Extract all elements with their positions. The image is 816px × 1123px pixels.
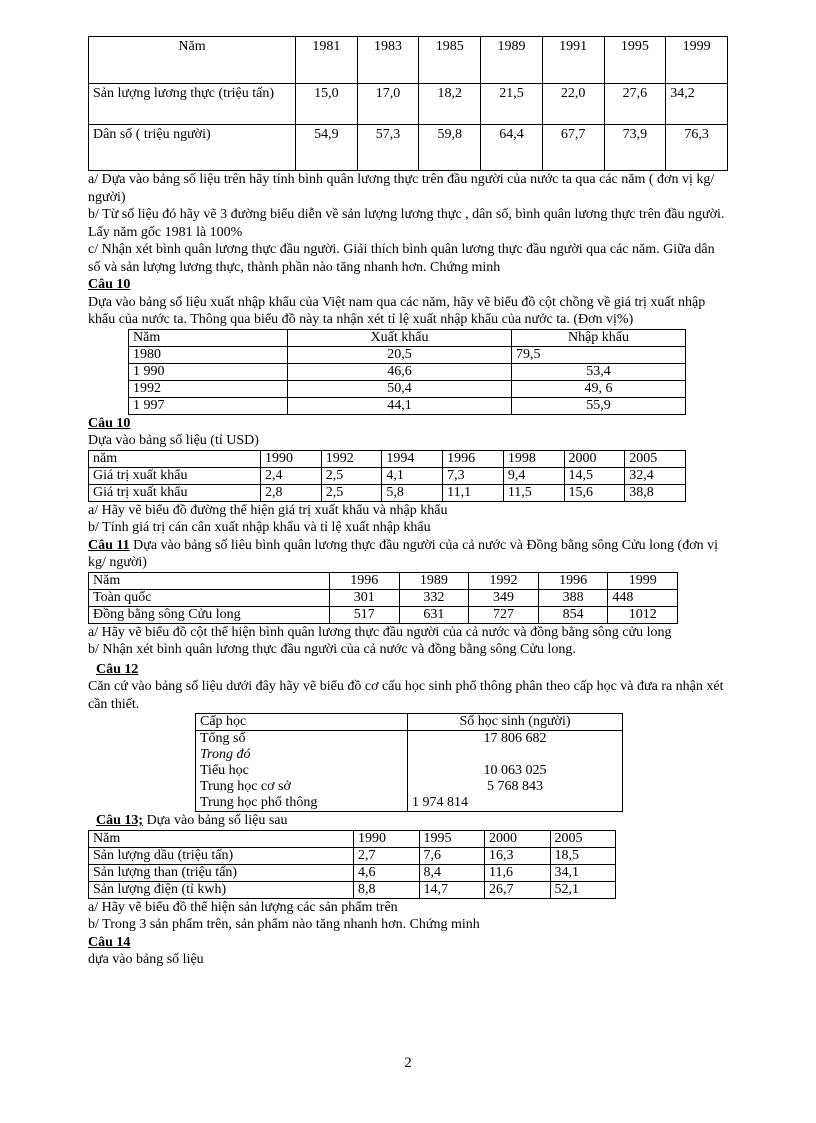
table-cell: 15,0 <box>296 84 358 125</box>
table-cell: 11,5 <box>503 484 564 501</box>
page-number: 2 <box>404 1055 412 1071</box>
table-row <box>196 779 623 795</box>
table-row <box>89 125 728 171</box>
table-cell: 1996 <box>443 450 504 467</box>
table-cell: 21,5 <box>481 84 543 125</box>
table-header-row <box>89 37 728 84</box>
table-row <box>89 881 616 898</box>
table-cell: Trong đó <box>196 747 408 763</box>
question-heading: Câu 13; <box>96 813 144 828</box>
table-cell: Năm <box>89 37 296 84</box>
table-row <box>196 747 623 763</box>
question-text: b/ Tính giá trị cán cân xuất nhập khẩu và tỉ lệ xuất nhập khẩu <box>88 520 431 535</box>
question-text: a/ Hãy vẽ biểu đồ cột thể hiện bình quân lương thực đầu người của cả nước và đồng bằng sông cửu long <box>88 624 672 640</box>
export-value-table <box>88 450 686 502</box>
question-text: Dựa vào bảng số liệu xuất nhập khẩu của Việt nam qua các năm, hãy vẽ biểu đồ cột chồng về giá trị xuất nhập khẩu của nước ta. Thông qua biểu đồ này ta nhận xét tỉ lệ xuất nhập khẩu của nước ta. (Đơn vị%) <box>88 294 706 327</box>
table-cell: 2,5 <box>321 484 382 501</box>
table-row <box>129 380 686 397</box>
table-cell: 1992 <box>469 572 539 589</box>
table-cell: 17 806 682 <box>408 731 623 748</box>
question-text: a/ Hãy vẽ biểu đồ thể hiện sản lượng các sản phẩm trên <box>88 899 398 915</box>
import-export-share-table <box>128 329 686 415</box>
table-cell: 1991 <box>542 37 604 84</box>
table-cell: 1996 <box>330 572 400 589</box>
table-cell: 7,6 <box>419 847 485 864</box>
table-cell: 1 974 814 <box>408 795 623 812</box>
table-cell: 1981 <box>296 37 358 84</box>
table-cell: 59,8 <box>419 125 481 171</box>
table-cell: 26,7 <box>485 881 551 898</box>
table-cell: 1985 <box>419 37 481 84</box>
table-cell: 14,5 <box>564 467 625 484</box>
table-cell: 349 <box>469 589 539 606</box>
table-cell: Sản lượng dầu (triệu tấn) <box>89 847 354 864</box>
table-cell: Dân số ( triệu người) <box>89 125 296 171</box>
table-cell: Trung học cơ sở <box>196 779 408 795</box>
table-cell: 2000 <box>564 450 625 467</box>
table-cell: 18,5 <box>550 847 616 864</box>
table-cell: 16,3 <box>485 847 551 864</box>
table-cell: 1980 <box>129 346 288 363</box>
table-cell: 1992 <box>129 380 288 397</box>
table-cell: 2005 <box>625 450 686 467</box>
table-header-row <box>196 714 623 731</box>
table-cell: 1995 <box>419 830 485 847</box>
table-cell: Năm <box>129 329 288 346</box>
question-text: Dựa vào bảng số liệu (tỉ USD) <box>88 433 259 448</box>
table-row <box>129 346 686 363</box>
question-heading: Câu 10 <box>88 415 131 431</box>
table-cell: 76,3 <box>666 125 728 171</box>
table-cell: 11,1 <box>443 484 504 501</box>
table-cell: 5 768 843 <box>408 779 623 795</box>
table-cell: 332 <box>399 589 469 606</box>
table-cell: 34,1 <box>550 864 616 881</box>
table-header-row <box>89 572 678 589</box>
table-cell: 2,8 <box>261 484 322 501</box>
table-header-row <box>89 830 616 847</box>
table-cell: 32,4 <box>625 467 686 484</box>
table-cell: Sản lượng điện (tỉ kwh) <box>89 881 354 898</box>
table-row <box>89 864 616 881</box>
table-cell: 631 <box>399 606 469 623</box>
table-row <box>89 84 728 125</box>
table-cell: 64,4 <box>481 125 543 171</box>
table-cell: 10 063 025 <box>408 763 623 779</box>
table-cell: 8,8 <box>354 881 420 898</box>
table-cell: 517 <box>330 606 400 623</box>
question-text: a/ Dựa vào bảng số liệu trên hãy tính bình quân lương thực trên đầu người của nước ta qua các năm ( đơn vị kg/ người) <box>88 172 715 205</box>
table-cell: 1989 <box>481 37 543 84</box>
table-header-row <box>89 450 686 467</box>
table-cell: 1990 <box>354 830 420 847</box>
question-text: Căn cứ vào bảng số liệu dưới đây hãy vẽ biểu đồ cơ cấu học sinh phổ thông phân theo cấp học và đưa ra nhận xét cần thiết. <box>88 679 724 712</box>
table-cell: Nhập khẩu <box>512 329 686 346</box>
table-cell: 38,8 <box>625 484 686 501</box>
table-cell: 1 990 <box>129 363 288 380</box>
question-heading: Câu 14 <box>88 934 131 950</box>
food-per-capita-table <box>88 572 678 624</box>
student-structure-table <box>195 713 623 812</box>
table-cell: 1 997 <box>129 397 288 414</box>
table-row <box>89 606 678 623</box>
table-cell: Cấp học <box>196 714 408 731</box>
table-cell: 44,1 <box>288 397 512 414</box>
table-cell: 301 <box>330 589 400 606</box>
table-cell: 854 <box>538 606 608 623</box>
table-cell: 7,3 <box>443 467 504 484</box>
table-cell: 2,4 <box>261 467 322 484</box>
table-row <box>89 847 616 864</box>
table-cell: 5,8 <box>382 484 443 501</box>
table-row <box>129 397 686 414</box>
table-cell: 27,6 <box>604 84 666 125</box>
table-cell: 1994 <box>382 450 443 467</box>
table-cell: 2000 <box>485 830 551 847</box>
question-text: b/ Từ số liệu đó hãy vẽ 3 đường biểu diễn về sản lượng lương thực , dân số, bình quân lương thực trên đầu người. Lấy năm gốc 1981 là 100% <box>88 207 725 240</box>
table-row <box>89 589 678 606</box>
table-cell: năm <box>89 450 261 467</box>
question-intro: Dựa vào bảng số liêu bình quân lương thực đầu người của cả nước và Đồng bằng sông Cửu long (đơn vị kg/ người) <box>88 537 718 570</box>
table-cell: Trung học phổ thông <box>196 795 408 812</box>
table-cell: 34,2 <box>666 84 728 125</box>
table-cell: Tổng số <box>196 731 408 748</box>
table-cell: Năm <box>89 830 354 847</box>
table-cell: 388 <box>538 589 608 606</box>
table-cell: 53,4 <box>512 363 686 380</box>
document-page <box>88 36 728 969</box>
question-text: c/ Nhận xét bình quân lương thực đầu người. Giải thích bình quân lương thực đầu người qua các năm. Giữa dân số và sản lượng lương thực, thành phần nào tăng nhanh hơn. Chứng minh <box>88 242 715 275</box>
table-cell: Xuất khẩu <box>288 329 512 346</box>
table-cell: 1990 <box>261 450 322 467</box>
table-cell: 8,4 <box>419 864 485 881</box>
table-cell: Tiểu học <box>196 763 408 779</box>
table-cell: 73,9 <box>604 125 666 171</box>
table-row <box>196 763 623 779</box>
table-cell: Số học sinh (người) <box>408 714 623 731</box>
table-cell: 2005 <box>550 830 616 847</box>
table-cell: 727 <box>469 606 539 623</box>
table-cell: 4,1 <box>382 467 443 484</box>
table-cell: Giá trị xuất khẩu <box>89 467 261 484</box>
table-cell: 2,5 <box>321 467 382 484</box>
table-cell: 20,5 <box>288 346 512 363</box>
table-row <box>89 484 686 501</box>
table-cell: 14,7 <box>419 881 485 898</box>
question-text: b/ Trong 3 sản phẩm trên, sản phẩm nào tăng nhanh hơn. Chứng minh <box>88 917 480 932</box>
table-cell: 11,6 <box>485 864 551 881</box>
table-cell: 1999 <box>666 37 728 84</box>
table-cell: Năm <box>89 572 330 589</box>
question-text: dựa vào bảng số liệu <box>88 952 204 967</box>
table-row <box>196 731 623 748</box>
table-cell: 50,4 <box>288 380 512 397</box>
table-cell: 79,5 <box>512 346 686 363</box>
table-cell: 67,7 <box>542 125 604 171</box>
table-cell: Toàn quốc <box>89 589 330 606</box>
table-cell: 1989 <box>399 572 469 589</box>
table-cell: 1012 <box>608 606 678 623</box>
table-cell <box>408 747 623 763</box>
table-cell: Giá trị xuất khẩu <box>89 484 261 501</box>
table-cell: 49, 6 <box>512 380 686 397</box>
table-cell: 1995 <box>604 37 666 84</box>
table-cell: Sản lượng than (triệu tấn) <box>89 864 354 881</box>
question-heading: Câu 12 <box>96 661 139 677</box>
table-cell: 1992 <box>321 450 382 467</box>
table-row <box>129 363 686 380</box>
table-row <box>89 467 686 484</box>
table-cell: 54,9 <box>296 125 358 171</box>
question-text <box>96 812 728 830</box>
food-population-table <box>88 36 728 171</box>
question-text: a/ Hãy vẽ biểu đồ đường thể hiện giá trị xuất khẩu và nhập khẩu <box>88 502 448 518</box>
table-cell: 46,6 <box>288 363 512 380</box>
question-intro: Dựa vào bảng số liệu sau <box>143 813 288 828</box>
question-heading: Câu 11 <box>88 537 130 553</box>
question-text: b/ Nhận xét bình quân lương thực đầu người của cả nước và đồng bằng sông Cửu long. <box>88 642 576 657</box>
table-cell: 22,0 <box>542 84 604 125</box>
question-text <box>88 537 728 572</box>
table-cell: Sản lượng lương thực (triệu tấn) <box>89 84 296 125</box>
energy-output-table <box>88 830 616 899</box>
table-cell: 57,3 <box>357 125 419 171</box>
table-cell: 2,7 <box>354 847 420 864</box>
table-cell: Đồng bằng sông Cửu long <box>89 606 330 623</box>
table-cell: 1999 <box>608 572 678 589</box>
table-cell: 17,0 <box>357 84 419 125</box>
table-cell: 448 <box>608 589 678 606</box>
table-cell: 9,4 <box>503 467 564 484</box>
table-cell: 1983 <box>357 37 419 84</box>
table-cell: 1998 <box>503 450 564 467</box>
table-cell: 52,1 <box>550 881 616 898</box>
table-row <box>196 795 623 812</box>
question-heading: Câu 10 <box>88 277 131 292</box>
table-cell: 18,2 <box>419 84 481 125</box>
table-cell: 55,9 <box>512 397 686 414</box>
table-cell: 15,6 <box>564 484 625 501</box>
table-header-row <box>129 329 686 346</box>
table-cell: 1996 <box>538 572 608 589</box>
table-cell: 4,6 <box>354 864 420 881</box>
